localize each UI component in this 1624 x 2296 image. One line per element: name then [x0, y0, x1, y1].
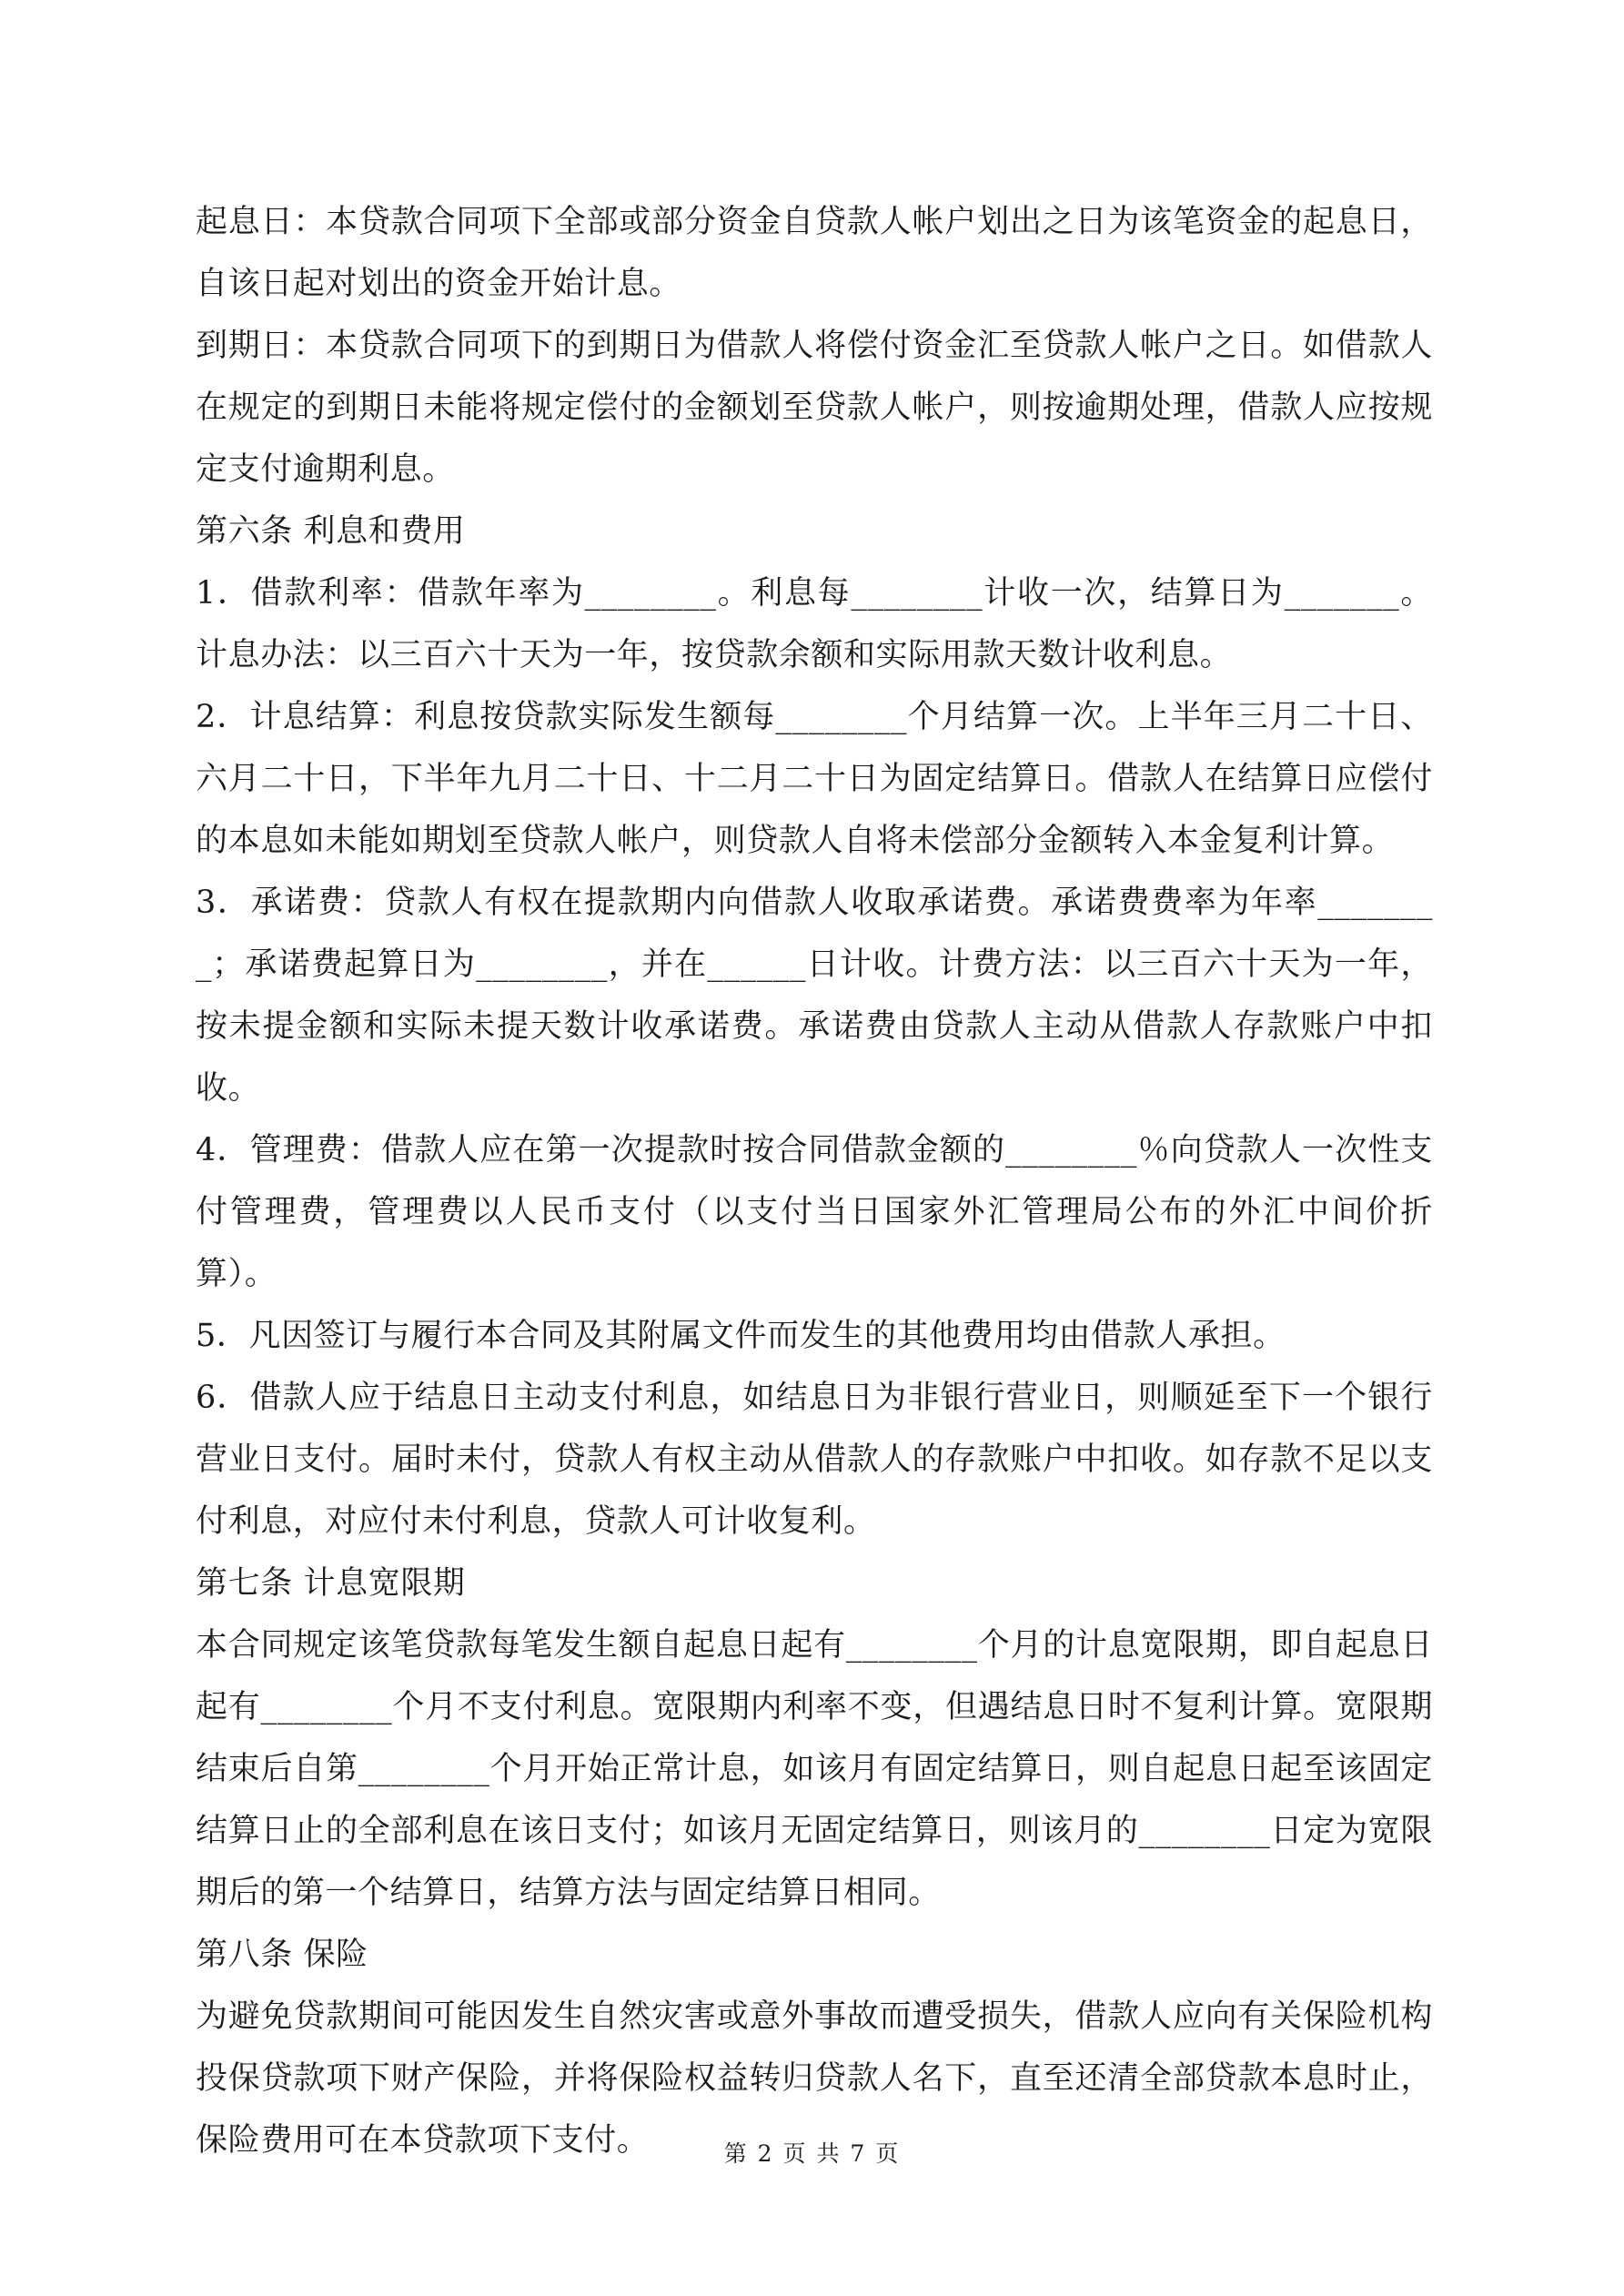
- article-6-clause-5: 5．凡因签订与履行本合同及其附属文件而发生的其他费用均由借款人承担。: [196, 1318, 1286, 1354]
- article-8-heading: 第八条 保险: [196, 1937, 368, 1973]
- paragraph-daoqiri: 到期日：本贷款合同项下的到期日为借款人将偿付资金汇至贷款人帐户之日。如借款人在规定的到期日未能将规定偿付的金额划至贷款人帐户，则按逾期处理，借款人应按规定支付逾期利息。: [196, 328, 1433, 488]
- paragraph-qixiri: 起息日：本贷款合同项下全部或部分资金自贷款人帐户划出之日为该笔资金的起息日，自该日起对划出的资金开始计息。: [196, 204, 1433, 302]
- page-number-footer: 第 2 页 共 7 页: [723, 2140, 901, 2167]
- article-7-body: 本合同规定该笔贷款每笔发生额自起息日起有________个月的计息宽限期，即自起息日起有________个月不支付利息。宽限期内利率不变，但遇结息日时不复利计算。宽限期结束后自第________个月开始正常计息，如该月有固定结算日，则自起息日起至该固定结算日止的全部利息在该日支付；如该月无固定结算日，则该月的________日定为宽限期后的第一个结算日，结算方法与固定结算日相同。: [196, 1627, 1433, 1911]
- article-6-heading: 第六条 利息和费用: [196, 513, 466, 550]
- article-6-clause-6: 6．借款人应于结息日主动支付利息，如结息日为非银行营业日，则顺延至下一个银行营业日支付。届时未付，贷款人有权主动从借款人的存款账户中扣收。如存款不足以支付利息，对应付未付利息，贷款人可计收复利。: [196, 1380, 1433, 1540]
- article-6-clause-2: 2．计息结算：利息按贷款实际发生额每________个月结算一次。上半年三月二十日、六月二十日，下半年九月二十日、十二月二十日为固定结算日。借款人在结算日应偿付的本息如未能如期划至贷款人帐户，则贷款人自将未偿部分金额转入本金复利计算。: [196, 699, 1433, 859]
- article-7-heading: 第七条 计息宽限期: [196, 1565, 466, 1602]
- article-8-body: 为避免贷款期间可能因发生自然灾害或意外事故而遭受损失，借款人应向有关保险机构投保贷款项下财产保险，并将保险权益转归贷款人名下，直至还清全部贷款本息时止，保险费用可在本贷款项下支付。: [196, 1998, 1433, 2159]
- article-6-clause-3: 3．承诺费：贷款人有权在提款期内向借款人收取承诺费。承诺费费率为年率________；承诺费起算日为________，并在______日计收。计费方法：以三百六十天为一年，按未提金额和实际未提天数计收承诺费。承诺费由贷款人主动从借款人存款账户中扣收。: [196, 885, 1433, 1107]
- article-6-clause-4: 4．管理费：借款人应在第一次提款时按合同借款金额的________％向贷款人一次性支付管理费，管理费以人民币支付（以支付当日国家外汇管理局公布的外汇中间价折算）。: [196, 1132, 1433, 1292]
- article-6-clause-1: 1．借款利率：借款年率为________。利息每________计收一次，结算日为_______。计息办法：以三百六十天为一年，按贷款余额和实际用款天数计收利息。: [196, 575, 1433, 673]
- document-body: [196, 191, 1433, 2171]
